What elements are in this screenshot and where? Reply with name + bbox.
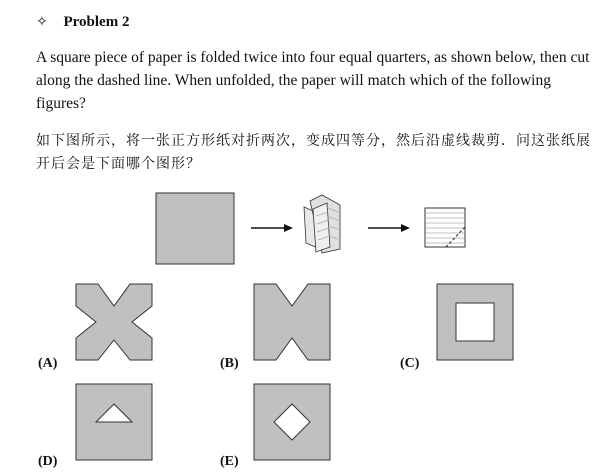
problem-title: Problem 2 bbox=[63, 14, 130, 30]
option-c-label[interactable]: (C) bbox=[400, 356, 420, 371]
quarter-paper-with-cut-line bbox=[425, 208, 465, 247]
option-a-figure bbox=[76, 284, 152, 360]
diamond-icon: ✧ bbox=[36, 14, 48, 30]
option-c-figure bbox=[437, 284, 513, 360]
option-b-label[interactable]: (B) bbox=[220, 356, 239, 371]
option-d-figure bbox=[76, 384, 152, 460]
arrow-right-icon bbox=[251, 224, 293, 232]
folded-paper-icon bbox=[304, 195, 340, 253]
paper-square bbox=[156, 193, 234, 264]
option-e-figure bbox=[254, 384, 330, 460]
option-b-figure bbox=[254, 284, 330, 360]
arrow-right-icon bbox=[368, 224, 410, 232]
option-a-label[interactable]: (A) bbox=[38, 356, 58, 371]
option-e-label[interactable]: (E) bbox=[220, 454, 239, 469]
question-text-chinese: 如下图所示，将一张正方形纸对折两次，变成四等分，然后沿虚线裁剪．问这张纸展开后会是下面哪个图形？ bbox=[36, 133, 591, 172]
option-d-label[interactable]: (D) bbox=[38, 454, 58, 469]
question-text-english: A square piece of paper is folded twice into four equal quarters, as shown below, then cut along the dashed line. When unfolded, the paper will match which of the following figures? bbox=[36, 49, 590, 112]
